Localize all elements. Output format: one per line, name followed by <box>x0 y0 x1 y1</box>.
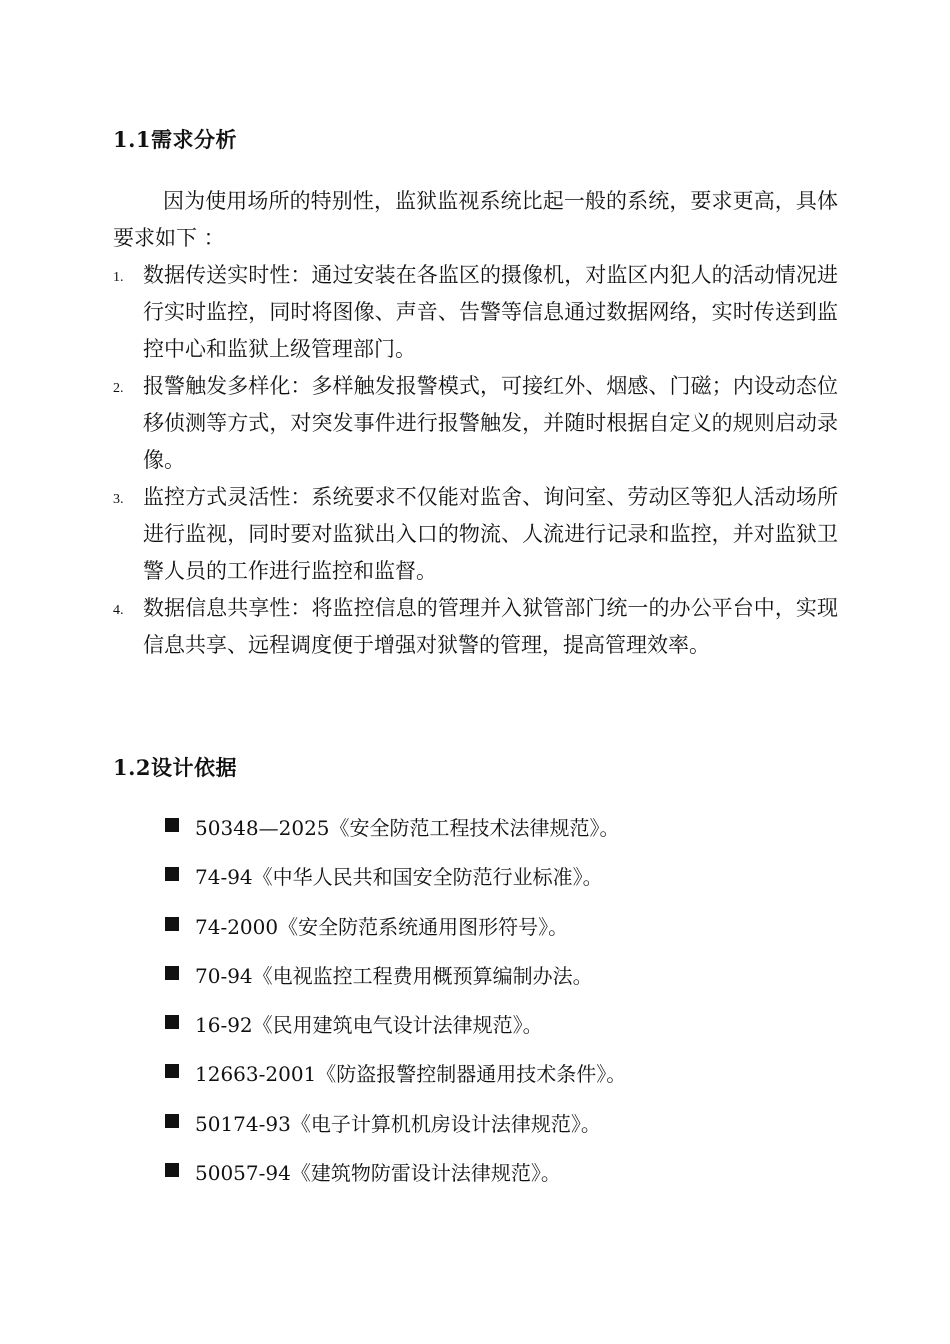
square-bullet-icon <box>165 818 179 832</box>
list-item-text: 监控方式灵活性：系统要求不仅能对监舍、询问室、劳动区等犯人活动场所进行监视，同时要对监狱出入口的物流、人流进行记录和监控，并对监狱卫警人员的工作进行监控和监督。 <box>143 485 838 583</box>
list-item <box>165 861 865 910</box>
list-item-text: 12663-2001《防盗报警控制器通用技术条件》。 <box>195 1062 627 1087</box>
list-item <box>165 1157 865 1206</box>
square-bullet-icon <box>165 966 179 980</box>
list-item-number: 2. <box>113 381 124 396</box>
list-item-text: 报警触发多样化：多样触发报警模式，可接红外、烟感、门磁；内设动态位移侦测等方式，对突发事件进行报警触发，并随时根据自定义的规则启动录像。 <box>143 374 838 472</box>
square-bullet-icon <box>165 1114 179 1128</box>
list-item-number: 1. <box>113 270 124 285</box>
list-item-text: 16-92《民用建筑电气设计法律规范》。 <box>195 1013 543 1038</box>
list-item <box>165 911 865 960</box>
list-item-number: 3. <box>113 492 124 507</box>
list-item <box>165 1009 865 1058</box>
square-bullet-icon <box>165 1015 179 1029</box>
list-item-text: 50348—2025《安全防范工程技术法律规范》。 <box>195 816 620 840</box>
section-heading-design-basis: 1.2设计依据 <box>113 755 238 780</box>
list-item-text: 74-2000《安全防范系统通用图形符号》。 <box>195 914 569 939</box>
requirements-list <box>113 257 838 664</box>
list-item <box>165 960 865 1009</box>
list-item <box>113 257 838 368</box>
square-bullet-icon <box>165 917 179 931</box>
list-item-text: 数据信息共享性：将监控信息的管理并入狱管部门统一的办公平台中，实现信息共享、远程调度便于增强对狱警的管理，提高管理效率。 <box>143 596 838 657</box>
list-item-text: 50174-93《电子计算机机房设计法律规范》。 <box>195 1111 601 1136</box>
list-item-text: 74-94《中华人民共和国安全防范行业标准》。 <box>195 865 603 890</box>
list-item <box>113 368 838 479</box>
list-item-text: 70-94《电视监控工程费用概预算编制办法。 <box>195 963 593 988</box>
list-item <box>165 1108 865 1157</box>
square-bullet-icon <box>165 867 179 881</box>
square-bullet-icon <box>165 1163 179 1177</box>
list-item-number: 4. <box>113 603 124 618</box>
square-bullet-icon <box>165 1064 179 1078</box>
list-item <box>165 812 865 861</box>
list-item-text: 50057-94《建筑物防雷设计法律规范》。 <box>195 1161 561 1186</box>
list-item <box>113 479 838 590</box>
list-item <box>165 1058 865 1107</box>
intro-paragraph: 因为使用场所的特别性，监狱监视系统比起一般的系统，要求更高，具体要求如下 ： <box>113 189 838 250</box>
design-basis-list <box>165 812 865 1206</box>
section-heading-requirements: 1.1需求分析 <box>113 127 238 152</box>
list-item-text: 数据传送实时性：通过安装在各监区的摄像机，对监区内犯人的活动情况进行实时监控，同时将图像、声音、告警等信息通过数据网络，实时传送到监控中心和监狱上级管理部门。 <box>143 263 838 361</box>
list-item <box>113 590 838 664</box>
